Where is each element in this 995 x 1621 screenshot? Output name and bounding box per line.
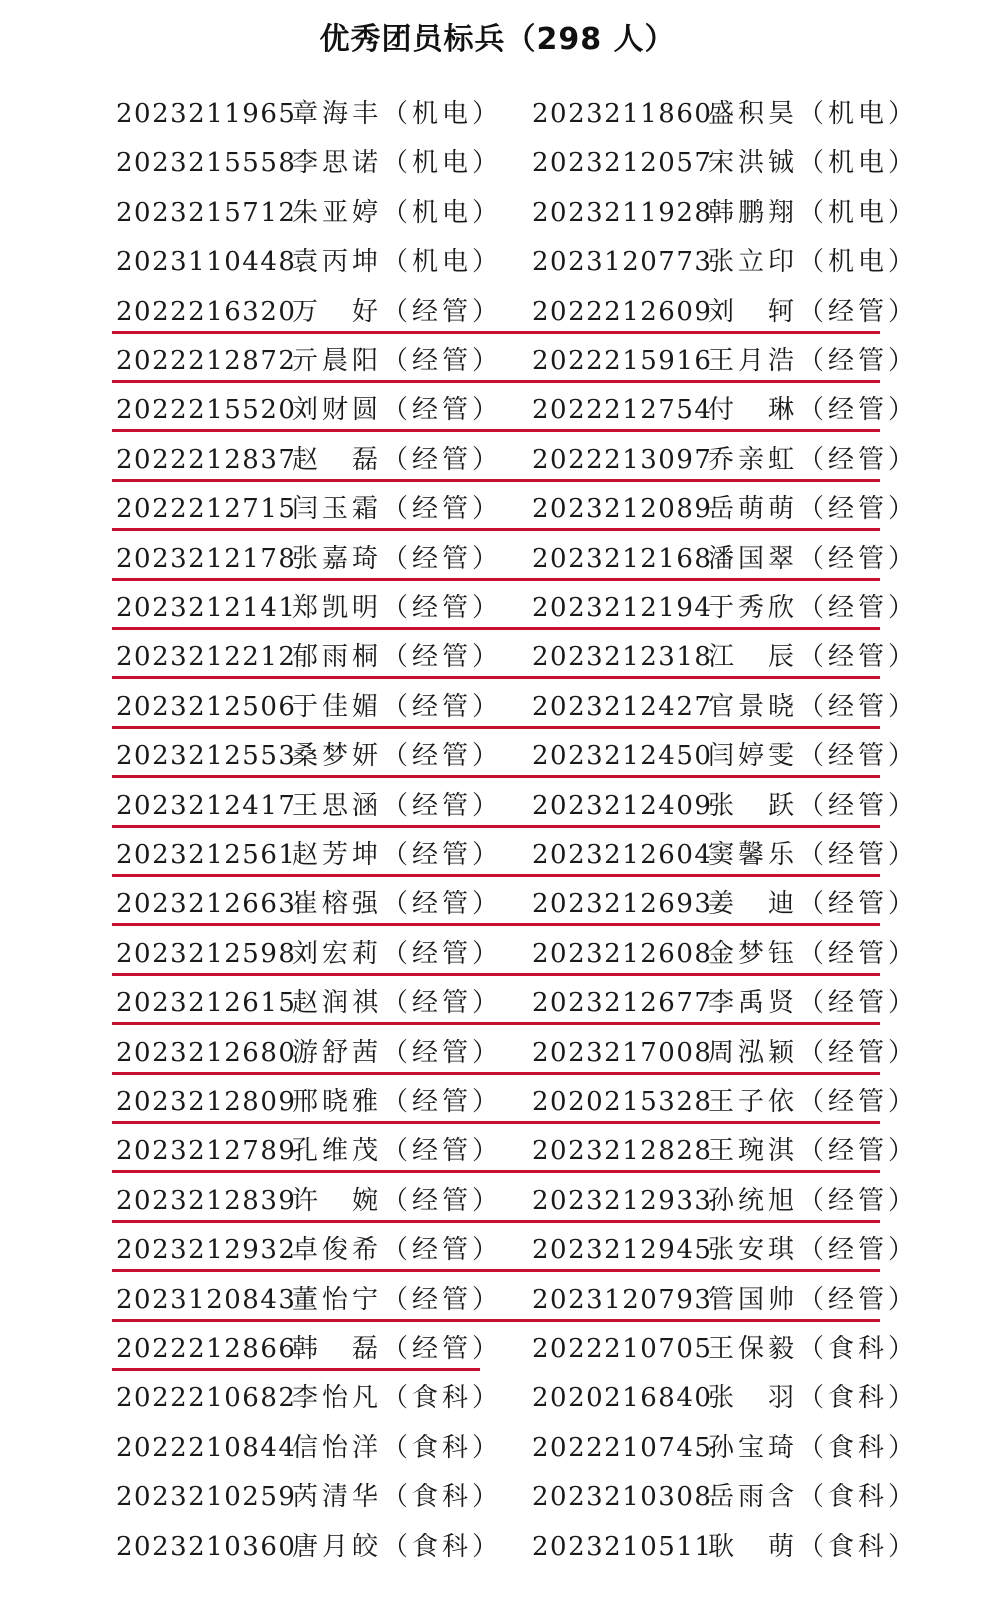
left-student-id: 2023120843 xyxy=(116,1284,297,1315)
left-student-name: 于佳媚（经管） xyxy=(292,691,503,722)
left-student-id: 2022212872 xyxy=(116,346,297,376)
left-student-name: 郑凯明（经管） xyxy=(292,593,503,623)
right-student-id: 2023212945 xyxy=(532,1235,713,1266)
left-student-name: 唐月皎（食科） xyxy=(292,1531,503,1562)
list-row xyxy=(0,981,995,1025)
list-row xyxy=(0,1179,995,1223)
left-student-name: 郁雨桐（经管） xyxy=(292,642,503,673)
left-student-name: 闫玉霜（经管） xyxy=(292,494,503,525)
left-student-id: 2023212598 xyxy=(116,938,297,969)
right-student-name: 窦馨乐（经管） xyxy=(708,840,919,870)
red-underline xyxy=(112,726,880,729)
right-student-name: 金梦钰（经管） xyxy=(708,938,919,969)
right-student-id: 2023212194 xyxy=(532,593,713,623)
red-underline xyxy=(112,1220,880,1223)
left-student-name: 芮清华（食科） xyxy=(292,1482,503,1513)
right-student-id: 2023212677 xyxy=(532,988,713,1019)
left-student-name: 亓晨阳（经管） xyxy=(292,346,503,376)
list-row xyxy=(0,932,995,976)
list-row xyxy=(0,339,995,383)
right-student-name: 潘国翠（经管） xyxy=(708,543,919,574)
list-row xyxy=(0,1080,995,1124)
list-row xyxy=(0,487,995,531)
red-underline xyxy=(112,973,880,976)
left-student-id: 2023212663 xyxy=(116,889,297,920)
right-student-id: 2023212450 xyxy=(532,741,713,772)
red-underline xyxy=(112,429,880,432)
left-student-id: 2023210360 xyxy=(116,1531,297,1562)
red-underline xyxy=(112,874,880,877)
list-row xyxy=(0,1278,995,1322)
right-student-name: 孙统旭（经管） xyxy=(708,1185,919,1216)
right-student-name: 李禹贤（经管） xyxy=(708,988,919,1019)
right-student-id: 2023212057 xyxy=(532,148,713,179)
left-student-id: 2023212212 xyxy=(116,642,297,673)
right-student-name: 韩鹏翔（机电） xyxy=(708,197,919,228)
right-student-name: 管国帅（经管） xyxy=(708,1284,919,1315)
left-student-id: 2023212178 xyxy=(116,543,297,574)
left-student-name: 崔榕强（经管） xyxy=(292,889,503,920)
red-underline xyxy=(112,1022,880,1025)
left-student-name: 卓俊希（经管） xyxy=(292,1235,503,1266)
left-student-id: 2022210844 xyxy=(116,1432,297,1463)
page-title: 优秀团员标兵（298 人） xyxy=(319,22,676,57)
left-student-id: 2022212866 xyxy=(116,1334,297,1364)
list-row xyxy=(0,1426,995,1470)
left-student-id: 2023212809 xyxy=(116,1087,297,1117)
left-student-id: 2022215520 xyxy=(116,395,297,426)
list-row xyxy=(0,438,995,482)
left-student-id: 2023212615 xyxy=(116,988,297,1019)
left-student-id: 2023212932 xyxy=(116,1235,297,1266)
left-student-name: 刘宏莉（经管） xyxy=(292,938,503,969)
left-student-id: 2023215712 xyxy=(116,197,297,228)
right-student-name: 张立印（机电） xyxy=(708,247,919,278)
right-student-id: 2023211860 xyxy=(532,99,713,129)
right-student-name: 王琬淇（经管） xyxy=(708,1136,919,1167)
left-student-id: 2023212417 xyxy=(116,790,297,821)
right-student-name: 宋洪铖（机电） xyxy=(708,148,919,179)
list-row xyxy=(0,92,995,136)
left-student-name: 邢晓雅（经管） xyxy=(292,1087,503,1117)
left-student-id: 2022212837 xyxy=(116,444,297,475)
left-student-id: 2023212506 xyxy=(116,691,297,722)
left-student-name: 韩 磊（经管） xyxy=(292,1334,503,1364)
red-underline xyxy=(112,1368,480,1371)
right-student-name: 刘 轲（经管） xyxy=(708,296,919,327)
right-student-id: 2023212608 xyxy=(532,938,713,969)
right-student-id: 2023212089 xyxy=(532,494,713,525)
left-student-name: 董怡宁（经管） xyxy=(292,1284,503,1315)
right-student-id: 2023212427 xyxy=(532,691,713,722)
left-student-name: 李怡凡（食科） xyxy=(292,1383,503,1414)
right-student-name: 付 琳（经管） xyxy=(708,395,919,426)
red-underline xyxy=(112,1269,880,1272)
right-student-id: 2022212754 xyxy=(532,395,713,426)
right-student-name: 闫婷雯（经管） xyxy=(708,741,919,772)
left-student-id: 2023212680 xyxy=(116,1037,297,1068)
left-student-name: 赵 磊（经管） xyxy=(292,444,503,475)
list-row xyxy=(0,141,995,185)
right-student-name: 江 辰（经管） xyxy=(708,642,919,673)
right-student-id: 2020216840 xyxy=(532,1383,713,1414)
left-student-id: 2023212553 xyxy=(116,741,297,772)
left-student-id: 2023215558 xyxy=(116,148,297,179)
list-row xyxy=(0,240,995,284)
left-student-name: 许 婉（经管） xyxy=(292,1185,503,1216)
red-underline xyxy=(112,923,880,926)
list-row xyxy=(0,734,995,778)
right-student-id: 2023211928 xyxy=(532,197,713,228)
right-student-id: 2023120793 xyxy=(532,1284,713,1315)
left-student-name: 张嘉琦（经管） xyxy=(292,543,503,574)
right-student-name: 孙宝琦（食科） xyxy=(708,1432,919,1463)
left-student-id: 2023211965 xyxy=(116,99,297,129)
list-row xyxy=(0,685,995,729)
list-row xyxy=(0,1327,995,1371)
left-student-name: 王思涵（经管） xyxy=(292,790,503,821)
right-student-name: 周泓颖（经管） xyxy=(708,1037,919,1068)
right-student-name: 张安琪（经管） xyxy=(708,1235,919,1266)
right-student-id: 2023120773 xyxy=(532,247,713,278)
right-student-id: 2022210705 xyxy=(532,1334,713,1364)
red-underline xyxy=(112,528,880,531)
right-student-id: 2023212933 xyxy=(532,1185,713,1216)
red-underline xyxy=(112,1170,880,1173)
right-student-id: 2022210745 xyxy=(532,1432,713,1463)
right-student-id: 2023212604 xyxy=(532,840,713,870)
red-underline xyxy=(112,331,880,334)
right-student-name: 王子依（经管） xyxy=(708,1087,919,1117)
list-row xyxy=(0,290,995,334)
right-student-name: 姜 迪（经管） xyxy=(708,889,919,920)
list-row xyxy=(0,784,995,828)
red-underline xyxy=(112,479,880,482)
right-student-name: 张 跃（经管） xyxy=(708,790,919,821)
left-student-name: 李思诺（机电） xyxy=(292,148,503,179)
left-student-name: 赵芳坤（经管） xyxy=(292,840,503,870)
list-row xyxy=(0,882,995,926)
left-student-name: 朱亚婷（机电） xyxy=(292,197,503,228)
left-student-name: 章海丰（机电） xyxy=(292,99,503,129)
list-row xyxy=(0,388,995,432)
right-student-id: 2022215916 xyxy=(532,346,713,376)
list-row xyxy=(0,1525,995,1569)
left-student-id: 2023212561 xyxy=(116,840,297,870)
list-row xyxy=(0,537,995,581)
right-student-name: 于秀欣（经管） xyxy=(708,593,919,623)
red-underline xyxy=(112,676,880,679)
left-student-name: 桑梦妍（经管） xyxy=(292,741,503,772)
right-student-id: 2023210308 xyxy=(532,1482,713,1513)
right-student-id: 2023212693 xyxy=(532,889,713,920)
list-row xyxy=(0,1228,995,1272)
right-student-name: 张 羽（食科） xyxy=(708,1383,919,1414)
left-student-name: 万 好（经管） xyxy=(292,296,503,327)
list-row xyxy=(0,833,995,877)
left-student-name: 孔维茂（经管） xyxy=(292,1136,503,1167)
list-row xyxy=(0,635,995,679)
right-student-name: 耿 萌（食科） xyxy=(708,1531,919,1562)
red-underline xyxy=(112,825,880,828)
red-underline xyxy=(112,1121,880,1124)
left-student-id: 2023212839 xyxy=(116,1185,297,1216)
right-student-id: 2023210511 xyxy=(532,1531,713,1562)
left-student-id: 2023212789 xyxy=(116,1136,297,1167)
right-student-name: 盛积昊（机电） xyxy=(708,99,919,129)
left-student-name: 刘财圆（经管） xyxy=(292,395,503,426)
right-student-name: 王月浩（经管） xyxy=(708,346,919,376)
right-student-name: 官景晓（经管） xyxy=(708,691,919,722)
left-student-name: 游舒茜（经管） xyxy=(292,1037,503,1068)
red-underline xyxy=(112,380,880,383)
right-student-name: 王保毅（食科） xyxy=(708,1334,919,1364)
right-student-id: 2022212609 xyxy=(532,296,713,327)
red-underline xyxy=(112,1072,880,1075)
left-student-id: 2023210259 xyxy=(116,1482,297,1513)
left-student-id: 2022212715 xyxy=(116,494,297,525)
red-underline xyxy=(112,1319,880,1322)
right-student-id: 2023212409 xyxy=(532,790,713,821)
left-student-name: 赵润祺（经管） xyxy=(292,988,503,1019)
right-student-id: 2023212318 xyxy=(532,642,713,673)
list-row xyxy=(0,1376,995,1420)
red-underline xyxy=(112,578,880,581)
left-student-name: 袁丙坤（机电） xyxy=(292,247,503,278)
right-student-id: 2023212828 xyxy=(532,1136,713,1167)
left-student-id: 2023212141 xyxy=(116,593,297,623)
left-student-id: 2023110448 xyxy=(116,247,297,278)
red-underline xyxy=(112,627,880,630)
right-student-id: 2020215328 xyxy=(532,1087,713,1117)
list-row xyxy=(0,1129,995,1173)
list-row xyxy=(0,1031,995,1075)
right-student-id: 2023212168 xyxy=(532,543,713,574)
right-student-id: 2023217008 xyxy=(532,1037,713,1068)
list-row xyxy=(0,1475,995,1519)
left-student-id: 2022216320 xyxy=(116,296,297,327)
left-student-id: 2022210682 xyxy=(116,1383,297,1414)
right-student-name: 岳萌萌（经管） xyxy=(708,494,919,525)
left-student-name: 信怡洋（食科） xyxy=(292,1432,503,1463)
list-row xyxy=(0,586,995,630)
list-row xyxy=(0,191,995,235)
right-student-name: 乔亲虹（经管） xyxy=(708,444,919,475)
right-student-id: 2022213097 xyxy=(532,444,713,475)
right-student-name: 岳雨含（食科） xyxy=(708,1482,919,1513)
red-underline xyxy=(112,775,880,778)
